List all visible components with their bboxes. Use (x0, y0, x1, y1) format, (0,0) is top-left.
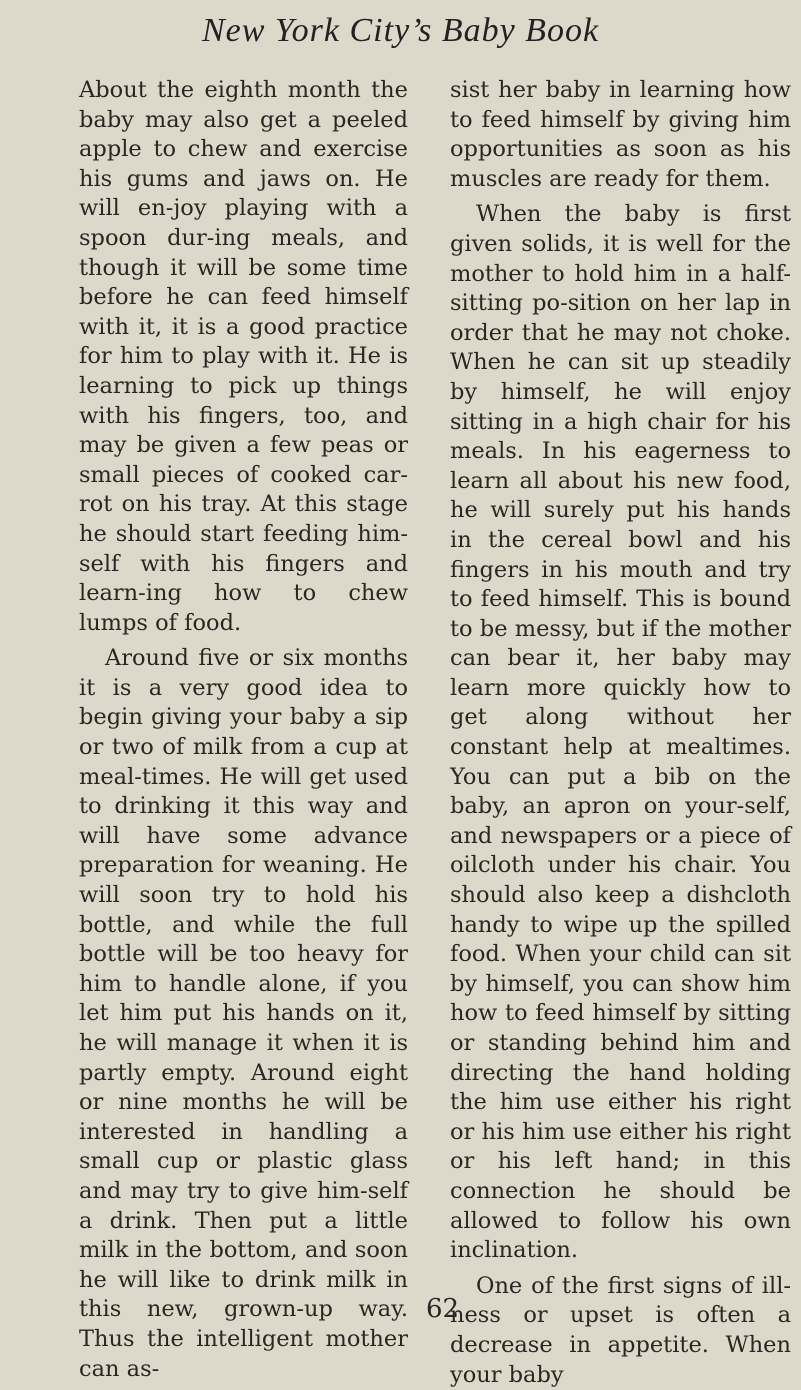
paragraph: One of the first signs of ill-ness or upset is often a decrease in appetite. When your baby (450, 1272, 791, 1388)
paragraph: sist her baby in learning how to feed himself by giving him opportunities as soon as his muscles are ready for them. (450, 77, 791, 192)
right-column (450, 76, 791, 1390)
paragraph: About the eighth month the baby may also get a peeled apple to chew and exercise his gums and jaws on. He will en-joy playing with a spoon dur-ing meals, and though it will be some time before he can feed himself with it, it is a good practice for him to play with it. He is learning to pick up things with his fingers, too, and may be given a few peas or small pieces of cooked car-rot on his tray. At this stage he should start feeding him-self with his fingers and learn-ing how to chew lumps of food. (79, 77, 408, 636)
left-column (79, 76, 408, 1384)
paragraph: When the baby is first given solids, it is well for the mother to hold him in a half-sitting po-sition on her lap in order that he may not choke. When he can sit up steadily by himself, he will enjoy sitting in a high chair for his meals. In his eagerness to learn all about his new food, he will surely put his hands in the cereal bowl and his fingers in his mouth and try to feed himself. This is bound to be messy, but if the mother can bear it, her baby may learn more quickly how to get along without her constant help at mealtimes. You can put a bib on the baby, an apron on your-self, and newspapers or a piece of oilcloth under his chair. You should also keep a dishcloth handy to wipe up the spilled food. When your child can sit by himself, you can show him how to feed himself by sitting or standing behind him and directing the hand holding the him use either his right or his him use either his right or his left hand; in this connection he should be allowed to follow his own inclination. (450, 201, 791, 1264)
paragraph: Around five or six months it is a very good idea to begin giving your baby a sip or two of milk from a cup at meal-times. He will get used to drinking it this way and will have some advance preparation for weaning. He will soon try to hold his bottle, and while the full bottle will be too heavy for him to handle alone, if you let him put his hands on it, he will manage it when it is partly empty. Around eight or nine months he will be interested in handling a small cup or plastic glass and may try to give him-self a drink. Then put a little milk in the bottom, and soon he will like to drink milk in this new, grown-up way. Thus the intelligent mother can as- (79, 645, 408, 1382)
page-number: 62 (426, 1294, 460, 1324)
running-title: New York City’s Baby Book (201, 12, 600, 49)
